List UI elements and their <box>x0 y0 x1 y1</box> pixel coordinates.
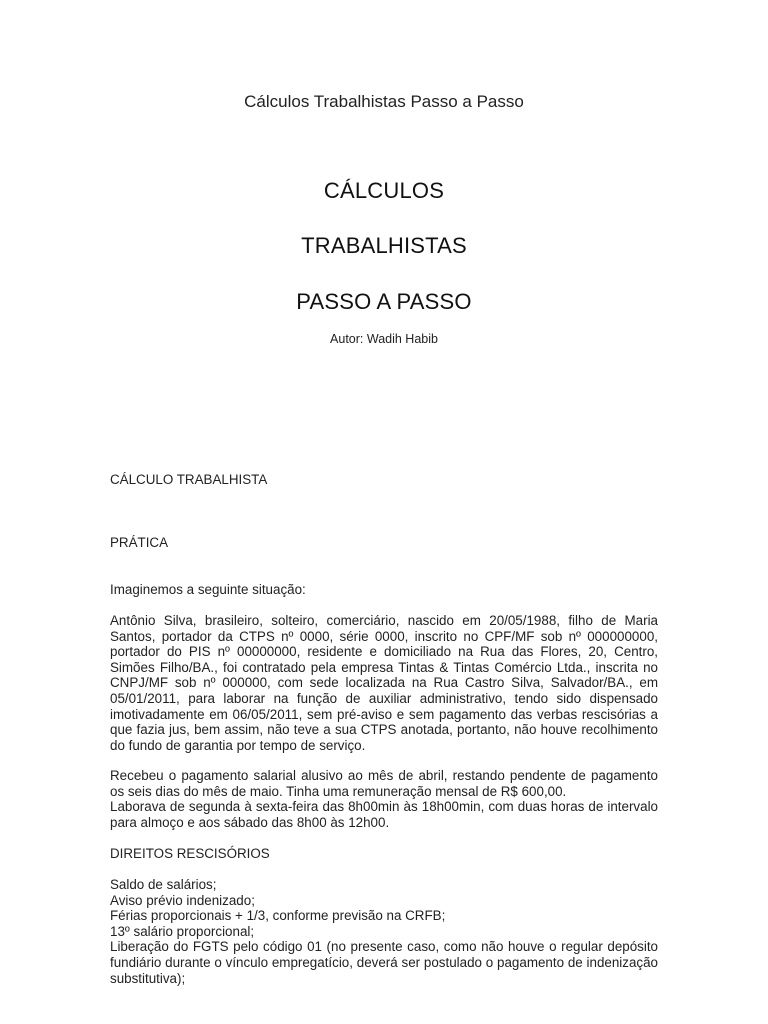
heading-calculo-trabalhista: CÁLCULO TRABALHISTA <box>110 472 268 487</box>
list-item: Liberação do FGTS pelo código 01 (no presente caso, como não houve o regular depósito fundiário durante o vínculo empregatício, deverá ser postulado o pagamento de indenização substitutiva); <box>110 939 658 986</box>
heading-pratica: PRÁTICA <box>110 535 169 550</box>
list-item: 13º salário proporcional; <box>110 923 255 939</box>
list-item: Férias proporcionais + 1/3, conforme previsão na CRFB; <box>110 908 446 924</box>
title-line-2: TRABALHISTAS <box>301 233 467 258</box>
salary-paragraph: Recebeu o pagamento salarial alusivo ao mês de abril, restando pendente de pagamento os seis dias do mês de maio. Tinha uma remuneração mensal de R$ 600,00. <box>110 768 658 799</box>
case-paragraph: Antônio Silva, brasileiro, solteiro, comerciário, nascido em 20/05/1988, filho de Maria Santos, portador da CTPS nº 0000, série 0000, inscrito no CPF/MF sob nº 000000000, portador do PIS nº 00000000, residente e domiciliado na Rua das Flores, 20, Centro, Simões Filho/BA., foi contratado pela empresa Tintas & Tintas Comércio Ltda., inscrita no CNPJ/MF sob nº 000000, com sede localizada na Rua Castro Silva, Salvador/BA., em 05/01/2011, para laborar na função de auxiliar administrativo, tendo sido dispensado imotivadamente em 06/05/2011, sem pré-aviso e sem pagamento das verbas rescisórias a que fazia jus, bem assim, não teve a sua CTPS anotada, portanto, não houve recolhimento do fundo de garantia por tempo de serviço. <box>110 613 658 753</box>
title-line-1: CÁLCULOS <box>323 178 445 203</box>
list-item: Saldo de salários; <box>110 877 217 892</box>
intro-paragraph: Imaginemos a seguinte situação: <box>110 582 306 597</box>
title-line-3: PASSO A PASSO <box>296 289 472 314</box>
rights-list <box>110 877 658 986</box>
author-line: Autor: Wadih Habib <box>330 332 438 346</box>
heading-direitos-rescisorios: DIREITOS RESCISÓRIOS <box>110 846 270 861</box>
running-header-title: Cálculos Trabalhistas Passo a Passo <box>244 92 524 111</box>
schedule-paragraph: Laborava de segunda à sexta-feira das 8h00min às 18h00min, com duas horas de intervalo para almoço e aos sábado das 8h00 às 12h00. <box>110 799 658 830</box>
list-item: Aviso prévio indenizado; <box>110 892 255 908</box>
